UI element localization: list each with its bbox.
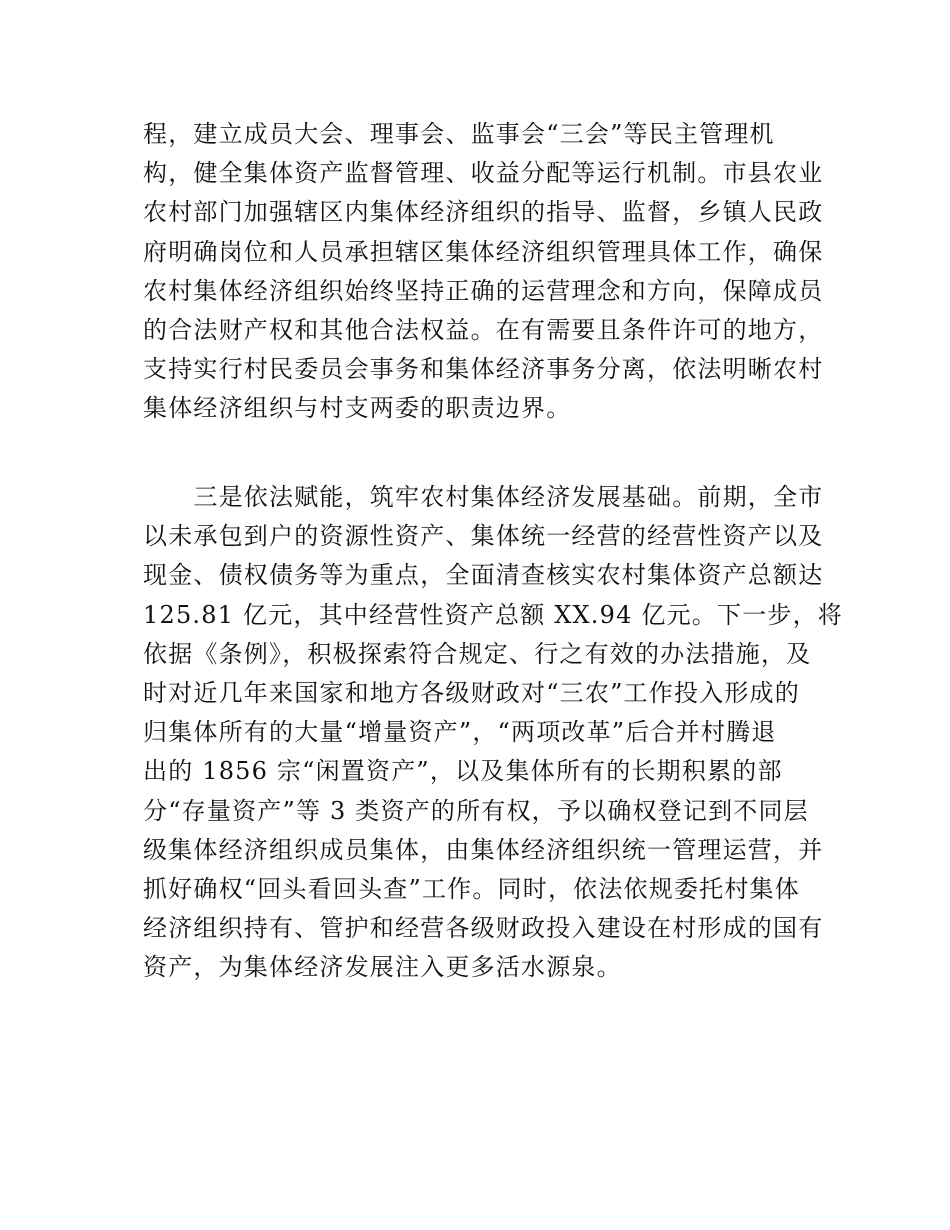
text-line: 级集体经济组织成员集体，由集体经济组织统一管理运营，并 [143,835,824,864]
text-line: 以未承包到户的资源性资产、集体统一经营的经营性资产以及 [143,522,824,551]
text-line: 府明确岗位和人员承担辖区集体经济组织管理具体工作，确保 [143,237,824,266]
text-line: 时对近几年来国家和地方各级财政对“三农”工作投入形成的 [143,678,800,707]
paragraph-collective-organization-management [143,115,824,429]
text-line: 抓好确权“回头看回头查”工作。同时，依法依规委托村集体 [143,874,800,903]
text-line: 支持实行村民委员会事务和集体经济事务分离，依法明晰农村 [143,355,824,384]
text-line: 出的 1856 宗“闲置资产”，以及集体所有的长期积累的部 [143,757,783,786]
text-line: 的合法财产权和其他合法权益。在有需要且条件许可的地方， [143,315,824,344]
text-line: 归集体所有的大量“增量资产”，“两项改革”后合并村腾退 [143,718,777,747]
paragraph-legal-empowerment [143,478,844,987]
text-line: 集体经济组织与村支两委的职责边界。 [143,394,572,423]
text-line: 依据《条例》，积极探索符合规定、行之有效的办法措施，及 [143,639,812,668]
text-line: 125.81 亿元，其中经营性资产总额 XX.94 亿元。下一步，将 [143,600,844,629]
text-line: 三是依法赋能，筑牢农村集体经济发展基础。前期，全市 [143,483,824,511]
text-line: 农村集体经济组织始终坚持正确的运营理念和方向，保障成员 [143,276,824,305]
text-line: 程，建立成员大会、理事会、监事会“三会”等民主管理机 [143,120,775,148]
text-line: 农村部门加强辖区内集体经济组织的指导、监督，乡镇人民政 [143,198,824,227]
text-line: 资产，为集体经济发展注入更多活水源泉。 [143,953,622,982]
text-line: 构，健全集体资产监督管理、收益分配等运行机制。市县农业 [143,159,824,188]
text-line: 经济组织持有、管护和经营各级财政投入建设在村形成的国有 [143,914,824,943]
text-line: 分“存量资产”等 3 类资产的所有权，予以确权登记到不同层 [143,796,809,825]
text-line: 现金、债权债务等为重点，全面清查核实农村集体资产总额达 [143,561,824,590]
